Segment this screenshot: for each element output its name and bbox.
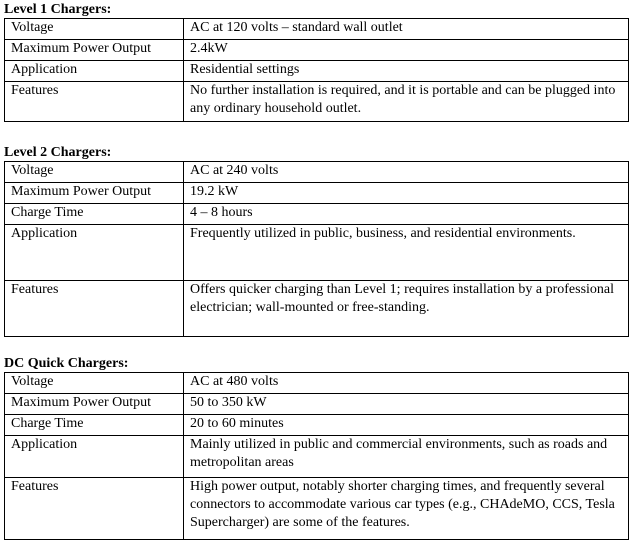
row-value: 20 to 60 minutes: [184, 415, 629, 436]
row-label: Charge Time: [5, 415, 184, 436]
table-row: [5, 225, 629, 281]
table-row: [5, 19, 629, 40]
row-label: Charge Time: [5, 204, 184, 225]
table-row: [5, 373, 629, 394]
row-value: 50 to 350 kW: [184, 394, 629, 415]
row-label: Features: [5, 281, 184, 337]
row-value: Offers quicker charging than Level 1; requires installation by a professional electrician; wall-mounted or free-standing.: [184, 281, 629, 337]
row-label: Application: [5, 436, 184, 478]
row-value: High power output, notably shorter charging times, and frequently several connectors to accommodate various car types (e.g., CHAdeMO, CCS, Tesla Supercharger) are some of the features.: [184, 478, 629, 540]
table-row: [5, 415, 629, 436]
row-label: Maximum Power Output: [5, 394, 184, 415]
section-level-2: [4, 145, 629, 337]
spec-table: [4, 161, 629, 337]
table-row: [5, 40, 629, 61]
spec-table: [4, 18, 629, 122]
row-value: Mainly utilized in public and commercial environments, such as roads and metropolitan areas: [184, 436, 629, 478]
spec-table: [4, 372, 629, 540]
section-dc-quick: [4, 356, 629, 540]
table-row: [5, 183, 629, 204]
table-row: [5, 394, 629, 415]
row-value: 2.4kW: [184, 40, 629, 61]
section-level-1: [4, 2, 629, 122]
row-value: Frequently utilized in public, business, and residential environments.: [184, 225, 629, 281]
section-heading: Level 1 Chargers:: [4, 2, 112, 17]
table-row: [5, 162, 629, 183]
row-value: 4 – 8 hours: [184, 204, 629, 225]
row-value: No further installation is required, and it is portable and can be plugged into any ordinary household outlet.: [184, 82, 629, 122]
section-heading: Level 2 Chargers:: [4, 145, 112, 160]
row-label: Voltage: [5, 373, 184, 394]
section-heading: DC Quick Chargers:: [4, 356, 129, 371]
row-label: Features: [5, 82, 184, 122]
table-row: [5, 281, 629, 337]
table-row: [5, 61, 629, 82]
table-row: [5, 204, 629, 225]
row-label: Application: [5, 225, 184, 281]
table-row: [5, 478, 629, 540]
table-row: [5, 82, 629, 122]
row-value: AC at 240 volts: [184, 162, 629, 183]
row-value: 19.2 kW: [184, 183, 629, 204]
row-label: Voltage: [5, 19, 184, 40]
table-row: [5, 436, 629, 478]
row-value: Residential settings: [184, 61, 629, 82]
row-value: AC at 120 volts – standard wall outlet: [184, 19, 629, 40]
row-label: Maximum Power Output: [5, 40, 184, 61]
row-value: AC at 480 volts: [184, 373, 629, 394]
row-label: Voltage: [5, 162, 184, 183]
row-label: Maximum Power Output: [5, 183, 184, 204]
row-label: Features: [5, 478, 184, 540]
row-label: Application: [5, 61, 184, 82]
